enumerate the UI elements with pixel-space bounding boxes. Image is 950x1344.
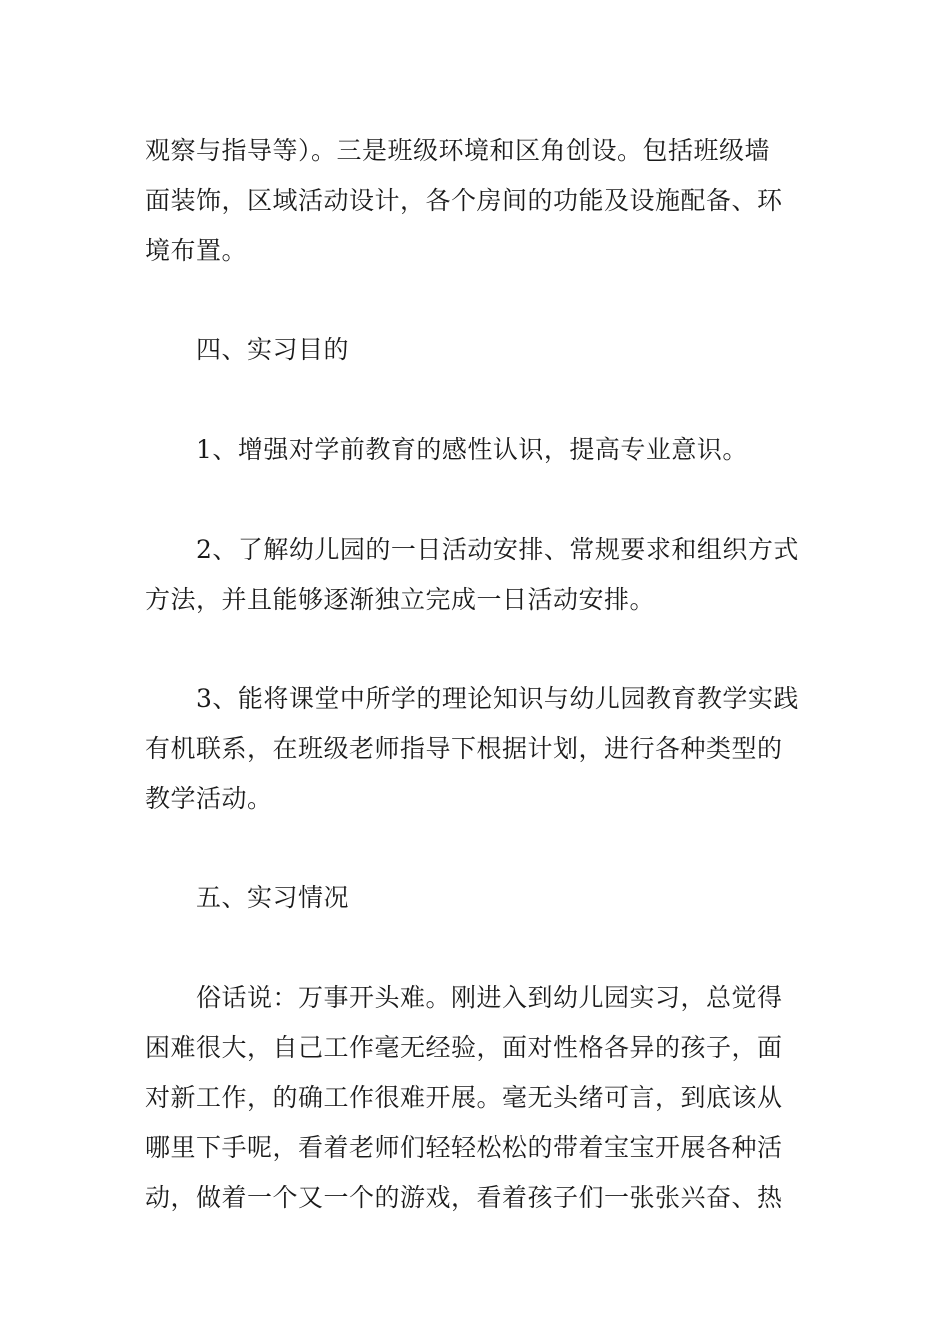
paragraph-line: 有机联系，在班级老师指导下根据计划，进行各种类型的 bbox=[145, 734, 783, 763]
paragraph-line: 困难很大，自己工作毫无经验，面对性格各异的孩子，面 bbox=[145, 1033, 783, 1062]
paragraph-line: 哪里下手呢，看着老师们轻轻松松的带着宝宝开展各种活 bbox=[145, 1133, 783, 1162]
paragraph-line: 境布置。 bbox=[145, 236, 248, 265]
paragraph-line: 教学活动。 bbox=[145, 784, 273, 813]
paragraph-line: 观察与指导等）。三是班级环境和区角创设。包括班级墙 bbox=[145, 136, 771, 165]
paragraph-line: 方法，并且能够逐渐独立完成一日活动安排。 bbox=[145, 585, 656, 614]
paragraph-line: 动，做着一个又一个的游戏，看着孩子们一张张兴奋、热 bbox=[145, 1183, 783, 1212]
paragraph-line: 俗话说：万事开头难。刚进入到幼儿园实习，总觉得 bbox=[196, 983, 783, 1012]
list-item: 2、了解幼儿园的一日活动安排、常规要求和组织方式 bbox=[196, 535, 799, 564]
section-heading: 五、实习情况 bbox=[196, 883, 350, 912]
list-item: 1、增强对学前教育的感性认识，提高专业意识。 bbox=[196, 435, 748, 464]
paragraph-line: 对新工作，的确工作很难开展。毫无头绪可言，到底该从 bbox=[145, 1083, 783, 1112]
section-heading: 四、实习目的 bbox=[196, 335, 350, 364]
paragraph-line: 面装饰，区域活动设计，各个房间的功能及设施配备、环 bbox=[145, 186, 783, 215]
list-item: 3、能将课堂中所学的理论知识与幼儿园教育教学实践 bbox=[196, 684, 799, 713]
